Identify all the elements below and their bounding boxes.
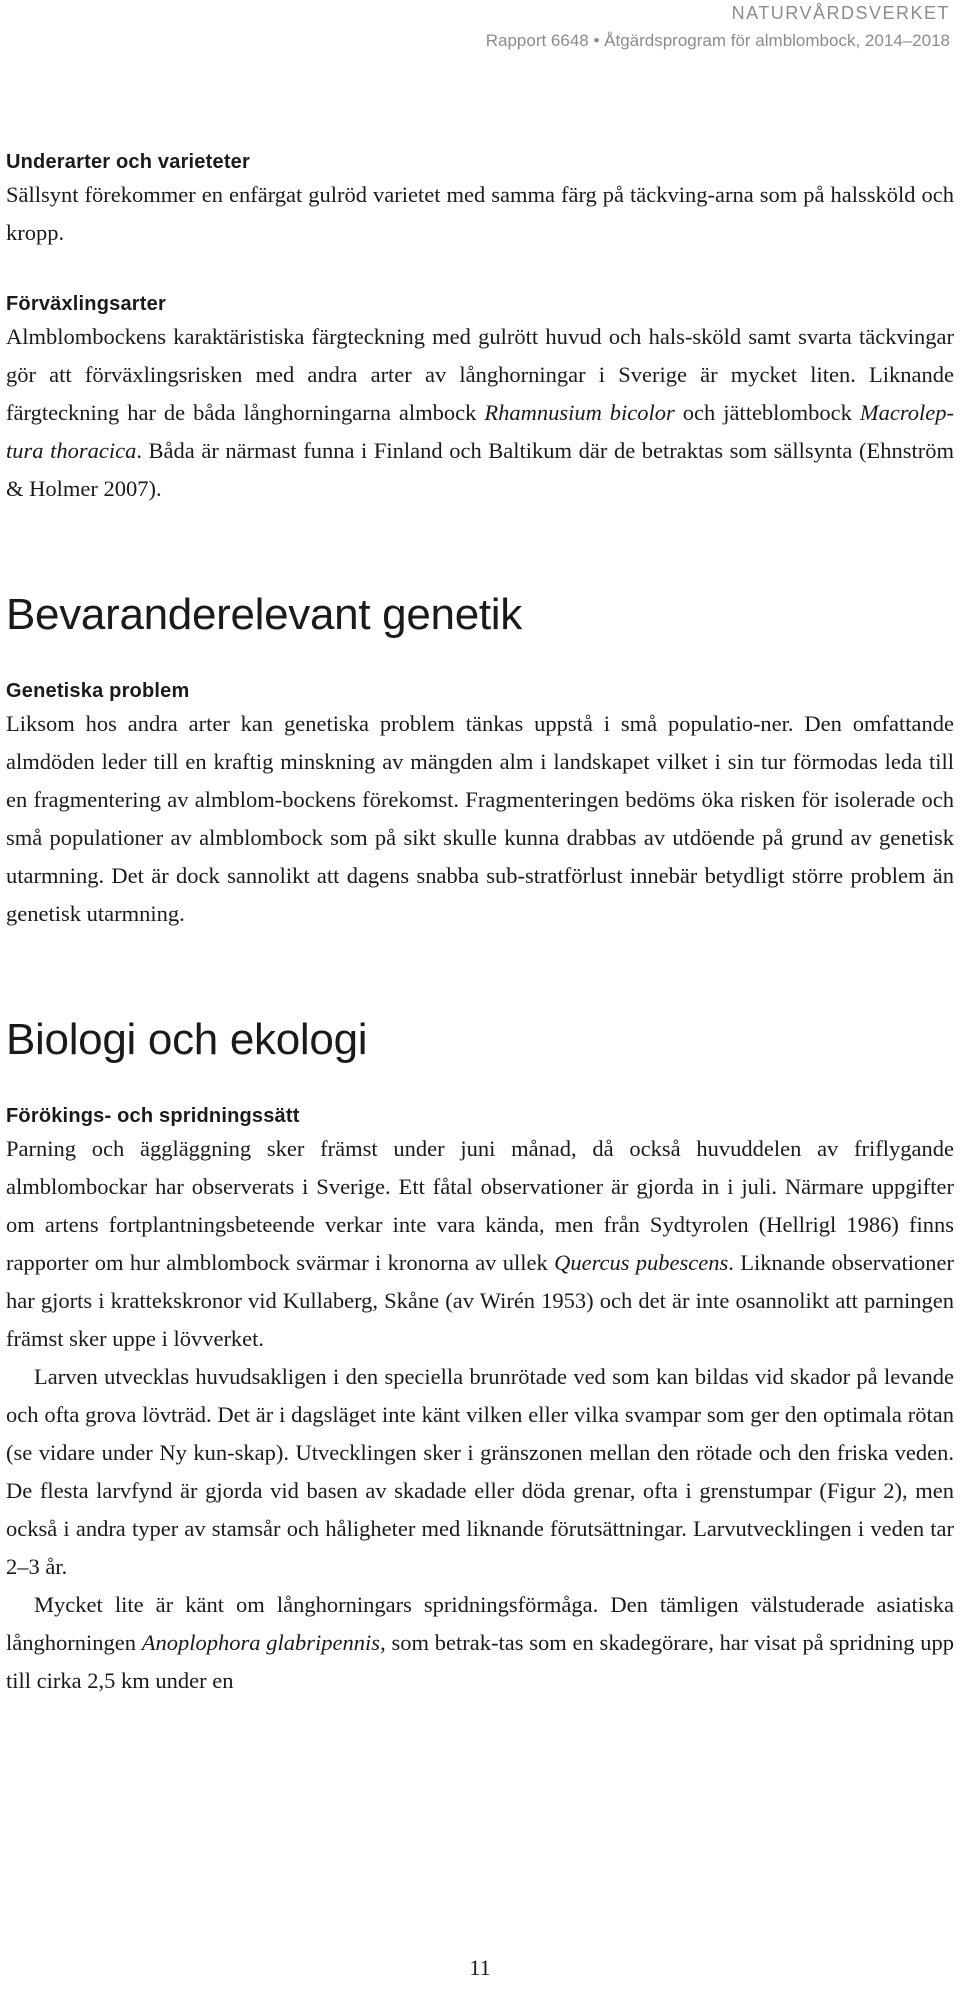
text-run: , som betrak-tas som en skadegörare, har visat på spridning upp till cirka 2,5 km under en xyxy=(6,1630,955,1693)
text-run: Mycket lite är känt om långhorningars spridningsförmåga. Den tämligen välstuderade asiatiska långhorningen xyxy=(6,1592,954,1655)
species-name-italic: Macrolep-tura thoracica xyxy=(6,400,955,463)
heading-forvaxlingsarter: Förväxlingsarter xyxy=(6,293,166,315)
publisher-name: NATURVÅRDSVERKET xyxy=(731,3,950,23)
text-run: Almblombockens karaktäristiska färgteckning med gulrött huvud och hals-sköld samt svarta täckvingar gör att förväxlingsrisken med andra arter av långhorningar i Sverige är mycket liten. Liknande färgteckning har de båda långhorningarna almbock xyxy=(6,324,954,425)
text-run: . Liknande observationer har gjorts i krattekskronor vid Kullaberg, Skåne (av Wirén 1953) och det är inte osannolikt att parningen främst sker uppe i lövverket. xyxy=(6,1250,954,1351)
species-name-italic: Quercus pubescens xyxy=(554,1250,729,1275)
heading-genetiska-problem: Genetiska problem xyxy=(6,680,190,702)
paragraph-parning xyxy=(6,1130,954,1358)
text-run: och jätteblombock xyxy=(674,400,860,425)
running-header xyxy=(486,0,950,53)
paragraph-forvaxlingsarter xyxy=(6,318,954,508)
text-run: Parning och äggläggning sker främst under juni månad, då också huvuddelen av friflygande almblombockar har observerats i Sverige. Ett fåtal observationer är gjorda in i juli. Närmare uppgifter om artens fortplantningsbeteende verkar inte vara kända, men från Sydtyrolen (Hellrigl 1986) finns rapporter om hur almblombock svärmar i kronorna av ullek xyxy=(6,1136,954,1275)
paragraph-underarter: Sällsynt förekommer en enfärgat gulröd varietet med samma färg på täckving-arna som på halssköld och kropp. xyxy=(6,182,954,245)
section-title-genetik: Bevaranderelevant genetik xyxy=(6,590,522,639)
species-name-italic: Rhamnusium bicolor xyxy=(484,400,675,425)
species-name-italic: Anoplophora glabripennis xyxy=(141,1630,381,1655)
page-body xyxy=(6,148,954,1700)
heading-underarter: Underarter och varieteter xyxy=(6,151,250,173)
report-title: Rapport 6648 • Åtgärdsprogram för almblombock, 2014–2018 xyxy=(485,31,950,50)
paragraph-genetiska-problem: Liksom hos andra arter kan genetiska problem tänkas uppstå i små populatio-ner. Den omfattande almdöden leder till en kraftig minskning av mängden alm i landskapet vilket i sin tur förmodas leda till en fragmentering av almblom-bockens förekomst. Fragmenteringen bedöms öka risken för isolerade och små populationer av almblombock som på sikt skulle kunna drabbas av utdöende på grund av genetisk utarmning. Det är dock sannolikt att dagens snabba sub-stratförlust innebär betydligt större problem än genetisk utarmning. xyxy=(6,711,954,926)
page-number: 11 xyxy=(469,1955,491,1980)
section-title-biologi: Biologi och ekologi xyxy=(6,1015,368,1064)
heading-forokings: Förökings- och spridningssätt xyxy=(6,1105,300,1127)
paragraph-larven xyxy=(6,1358,954,1586)
text-run: Larven utvecklas huvudsakligen i den speciella brunrötade ved som kan bildas vid skador på levande och ofta grova lövträd. Det är i dagsläget inte känt vilken eller vilka svampar som ger den optimala rötan (se vidare under Ny kun-skap). Utvecklingen sker i gränszonen mellan den rötade och den friska veden. De flesta larvfynd är gjorda vid basen av skadade eller döda grenar, ofta i grenstumpar (Figur 2), men också i andra typer av stamsår och håligheter med liknande förutsättningar. Larvutvecklingen i veden tar 2–3 år. xyxy=(6,1364,954,1579)
text-run: . Båda är närmast funna i Finland och Baltikum där de betraktas som sällsynta (Ehnström & Holmer 2007). xyxy=(6,438,954,501)
paragraph-spridning xyxy=(6,1586,954,1700)
